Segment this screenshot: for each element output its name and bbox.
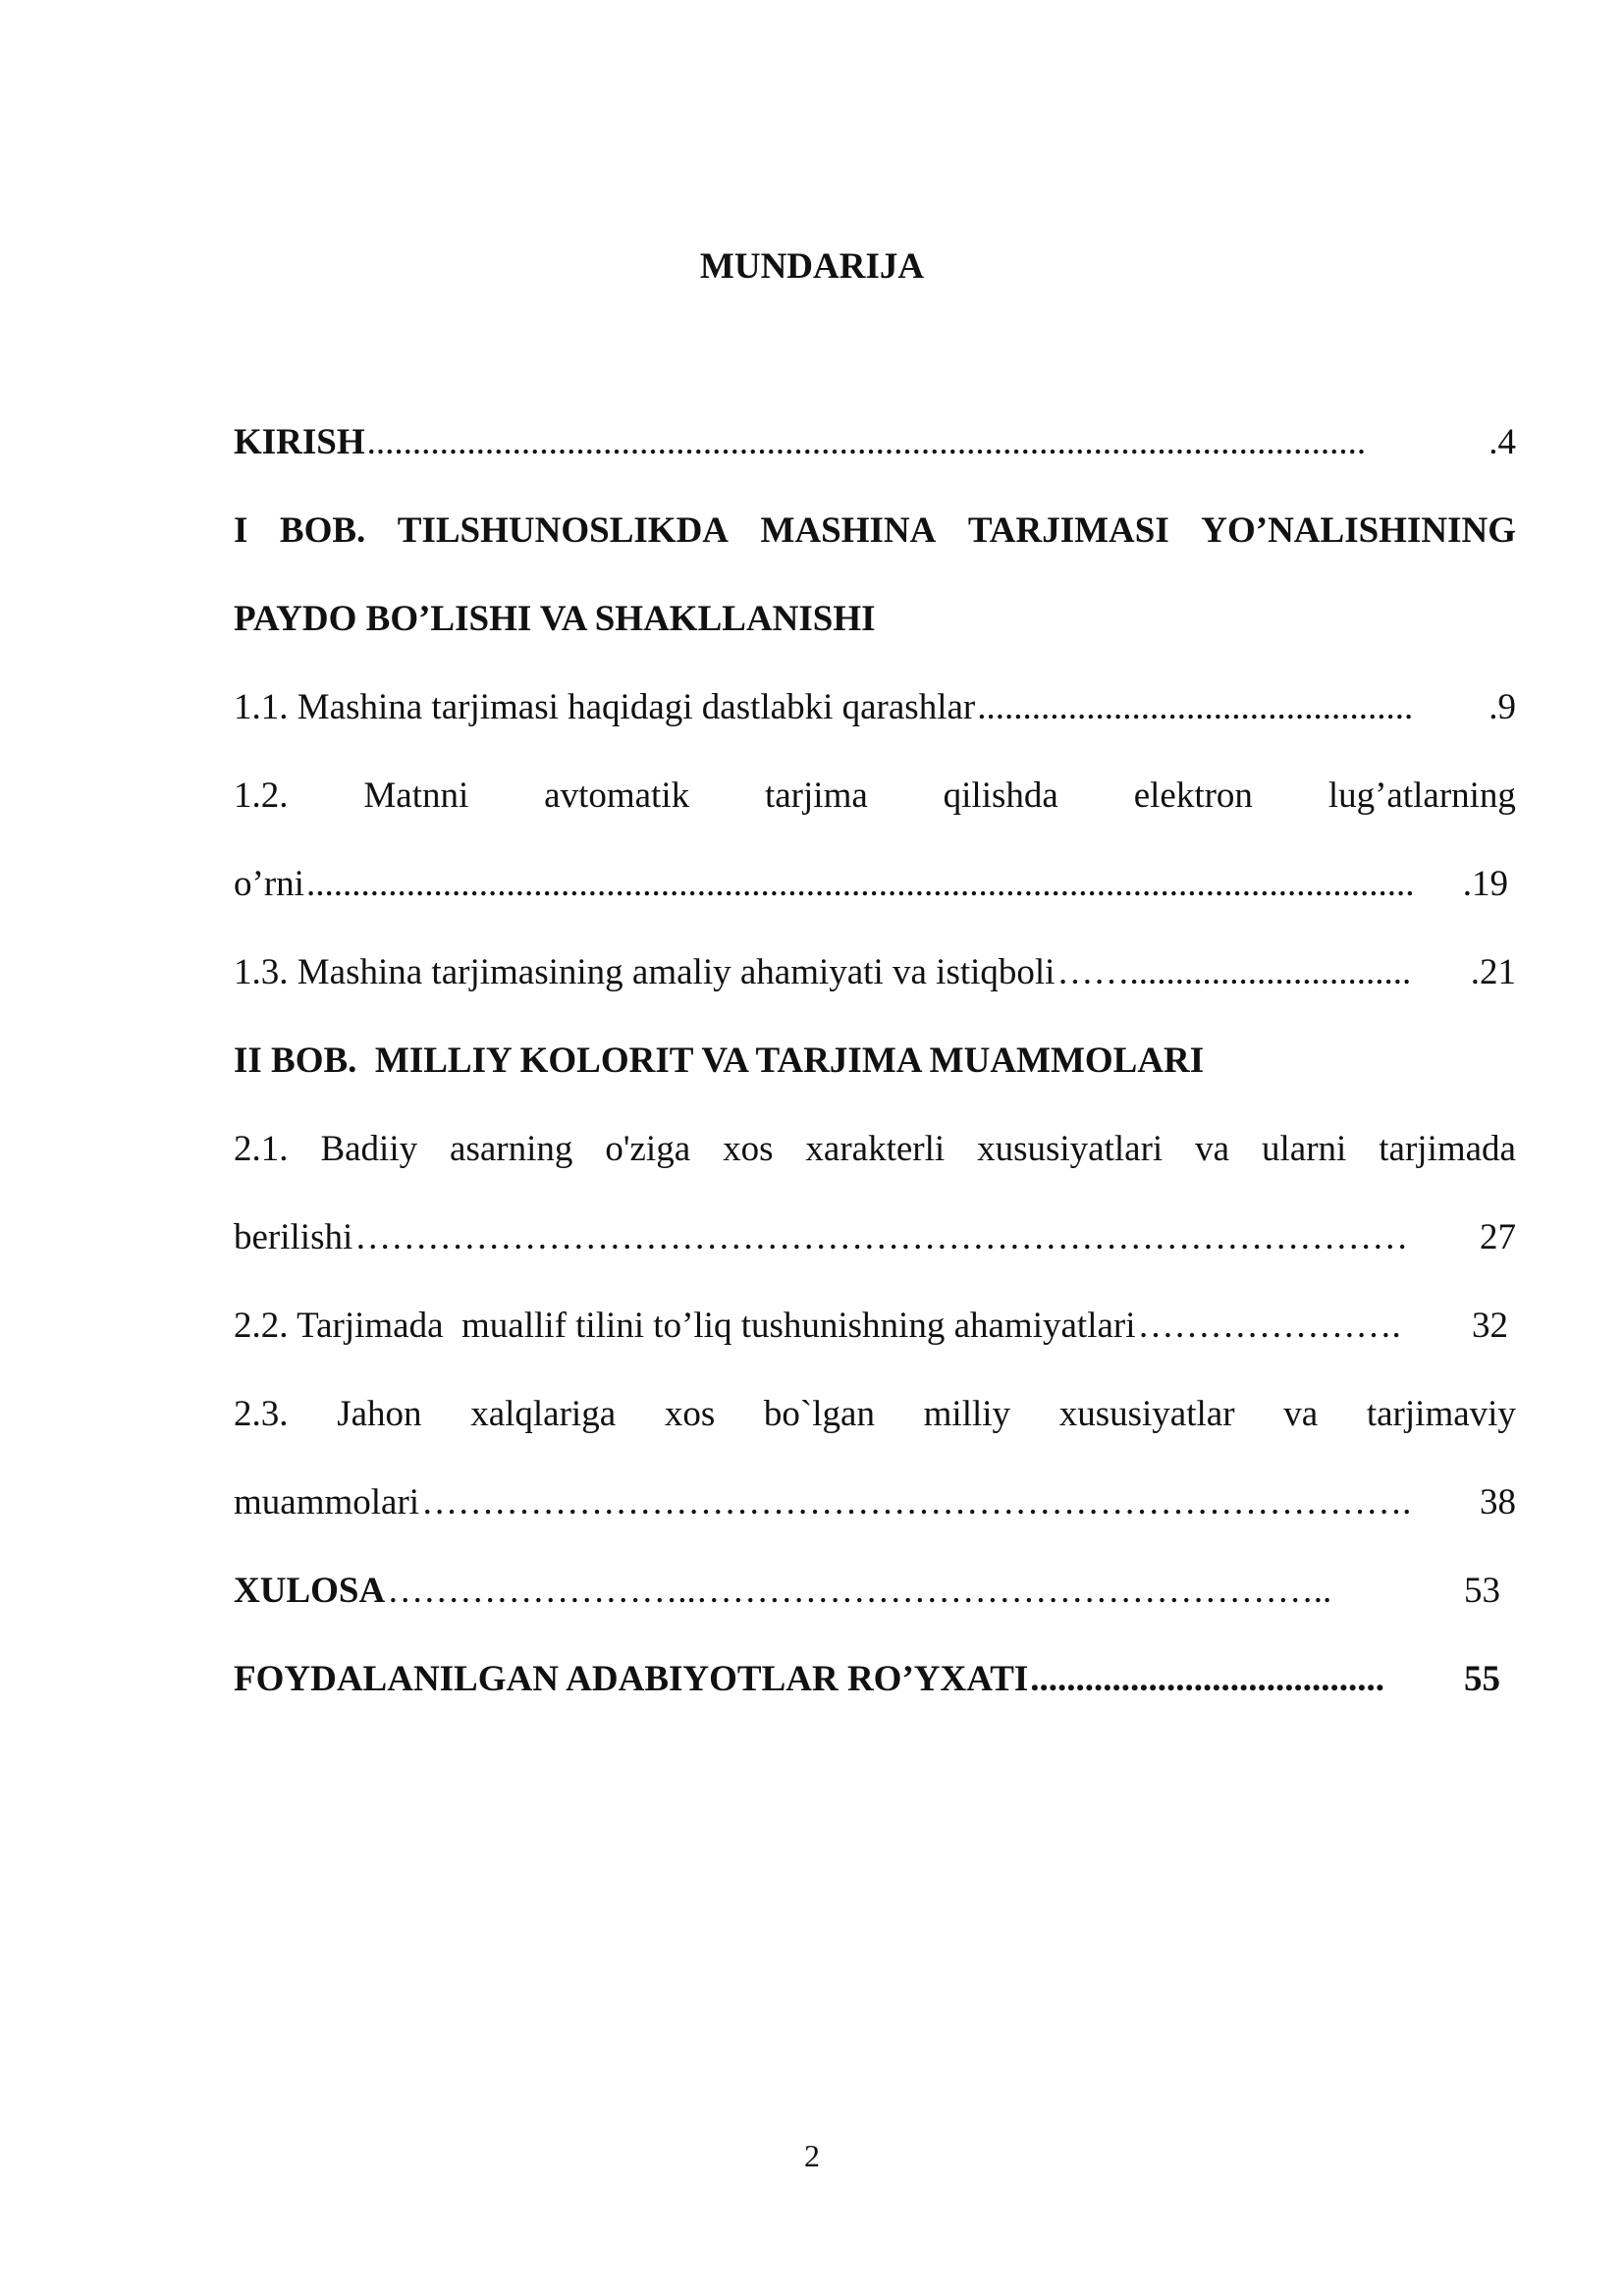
toc-entry-adabiyotlar — [234, 1656, 1500, 1744]
toc-leader: …………………………………………………………………………… — [354, 1217, 1409, 1257]
toc-entry-label: o’rni — [234, 864, 304, 904]
toc-word: BOB. — [279, 510, 366, 551]
toc-page-number: .9 — [1489, 687, 1516, 727]
toc-word: bo`lgan — [763, 1394, 875, 1434]
toc-entry-label: berilishi — [234, 1217, 353, 1257]
toc-word: xarakterli — [805, 1129, 946, 1169]
document-title: MUNDARIJA — [699, 246, 925, 287]
toc-entry-label: FOYDALANILGAN ADABIYOTLAR RO’YXATI — [234, 1659, 1029, 1699]
toc-word: 1.2. — [234, 775, 289, 816]
toc-entry-2-3-line-2 — [234, 1479, 1516, 1568]
toc-entry-2-1-line-2 — [234, 1214, 1516, 1303]
toc-page-number: 32 — [1472, 1306, 1508, 1346]
toc-word: va — [1195, 1129, 1230, 1169]
toc-word: xususiyatlari — [977, 1129, 1164, 1169]
toc-leader: ....................................... — [1030, 1659, 1385, 1699]
toc-entry-label: XULOSA — [234, 1571, 386, 1611]
toc-word: xos — [723, 1129, 774, 1169]
toc-leader: ................................................ — [977, 687, 1414, 727]
toc-word: avtomatik — [544, 775, 690, 816]
toc-entry-2-2 — [234, 1303, 1508, 1391]
toc-word: 2.3. — [234, 1394, 289, 1434]
toc-entry-1-2-line-1 — [234, 773, 1516, 861]
toc-word: asarning — [450, 1129, 573, 1169]
toc-entry-1-3 — [234, 949, 1516, 1038]
toc-chapter-1-line-1 — [234, 507, 1516, 596]
toc-entry-label: 1.3. Mashina tarjimasining amaliy ahamiyati va istiqboli — [234, 952, 1056, 992]
toc-page-number: .4 — [1489, 422, 1516, 462]
toc-word: xususiyatlar — [1058, 1394, 1235, 1434]
toc-word: 2.1. — [234, 1129, 289, 1169]
toc-page-number: 53 — [1464, 1571, 1500, 1611]
toc-page-number: 27 — [1480, 1217, 1516, 1257]
toc-chapter-1-line-2: PAYDO BO’LISHI VA SHAKLLANISHI — [234, 599, 876, 639]
toc-word: MASHINA — [760, 510, 937, 551]
toc-leader: .......................................................................................................................... — [305, 864, 1415, 904]
toc-word: I — [234, 510, 248, 551]
toc-entry-2-1-line-1 — [234, 1126, 1516, 1214]
toc-entry-label: 2.2. Tarjimada muallif tilini to’liq tushunishning ahamiyatlari — [234, 1306, 1136, 1346]
toc-word: tarjimada — [1379, 1129, 1516, 1169]
toc-word: milliy — [923, 1394, 1011, 1434]
toc-word: qilishda — [943, 775, 1058, 816]
toc-word: Jahon — [337, 1394, 422, 1434]
toc-word: TARJIMASI — [967, 510, 1169, 551]
toc-leader: ……………………..…………………………………………….. — [387, 1571, 1332, 1611]
toc-word: ularni — [1262, 1129, 1347, 1169]
toc-word: lug’atlarning — [1327, 775, 1516, 816]
toc-word: elektron — [1133, 775, 1253, 816]
toc-page-number: .21 — [1470, 952, 1516, 992]
toc-entry-label: KIRISH — [234, 422, 365, 462]
toc-entry-1-2-line-2 — [234, 861, 1508, 949]
toc-page-number: 38 — [1480, 1482, 1516, 1522]
toc-word: tarjimaviy — [1366, 1394, 1516, 1434]
toc-word: tarjima — [764, 775, 868, 816]
toc-word: TILSHUNOSLIKDA — [397, 510, 730, 551]
toc-word: xalqlariga — [470, 1394, 617, 1434]
toc-entry-label: 1.1. Mashina tarjimasi haqidagi dastlabki qarashlar — [234, 687, 976, 727]
toc-entry-kirish — [234, 419, 1516, 507]
toc-entry-label: muammolari — [234, 1482, 420, 1522]
toc-word: Matnni — [363, 775, 469, 816]
toc-leader: ……............................... — [1056, 952, 1412, 992]
toc-word: YO’NALISHINING — [1201, 510, 1516, 551]
toc-word: va — [1283, 1394, 1319, 1434]
toc-word: xos — [664, 1394, 716, 1434]
toc-word: Badiiy — [320, 1129, 418, 1169]
toc-entry-2-3-line-1 — [234, 1391, 1516, 1479]
toc-entry-1-1 — [234, 684, 1516, 773]
page-number: 2 — [804, 2138, 820, 2173]
toc-leader: ………………………………………………………………………. — [421, 1482, 1412, 1522]
toc-chapter-2: II BOB. MILLIY KOLORIT VA TARJIMA MUAMMOLARI — [234, 1041, 1205, 1081]
toc-word: o'ziga — [605, 1129, 691, 1169]
toc-leader: …………………. — [1137, 1306, 1401, 1346]
toc-page-number: 55 — [1464, 1659, 1500, 1699]
toc-entry-xulosa — [234, 1568, 1500, 1656]
toc-page-number: .19 — [1462, 864, 1508, 904]
toc-leader: .............................................................................................................. — [366, 422, 1367, 462]
